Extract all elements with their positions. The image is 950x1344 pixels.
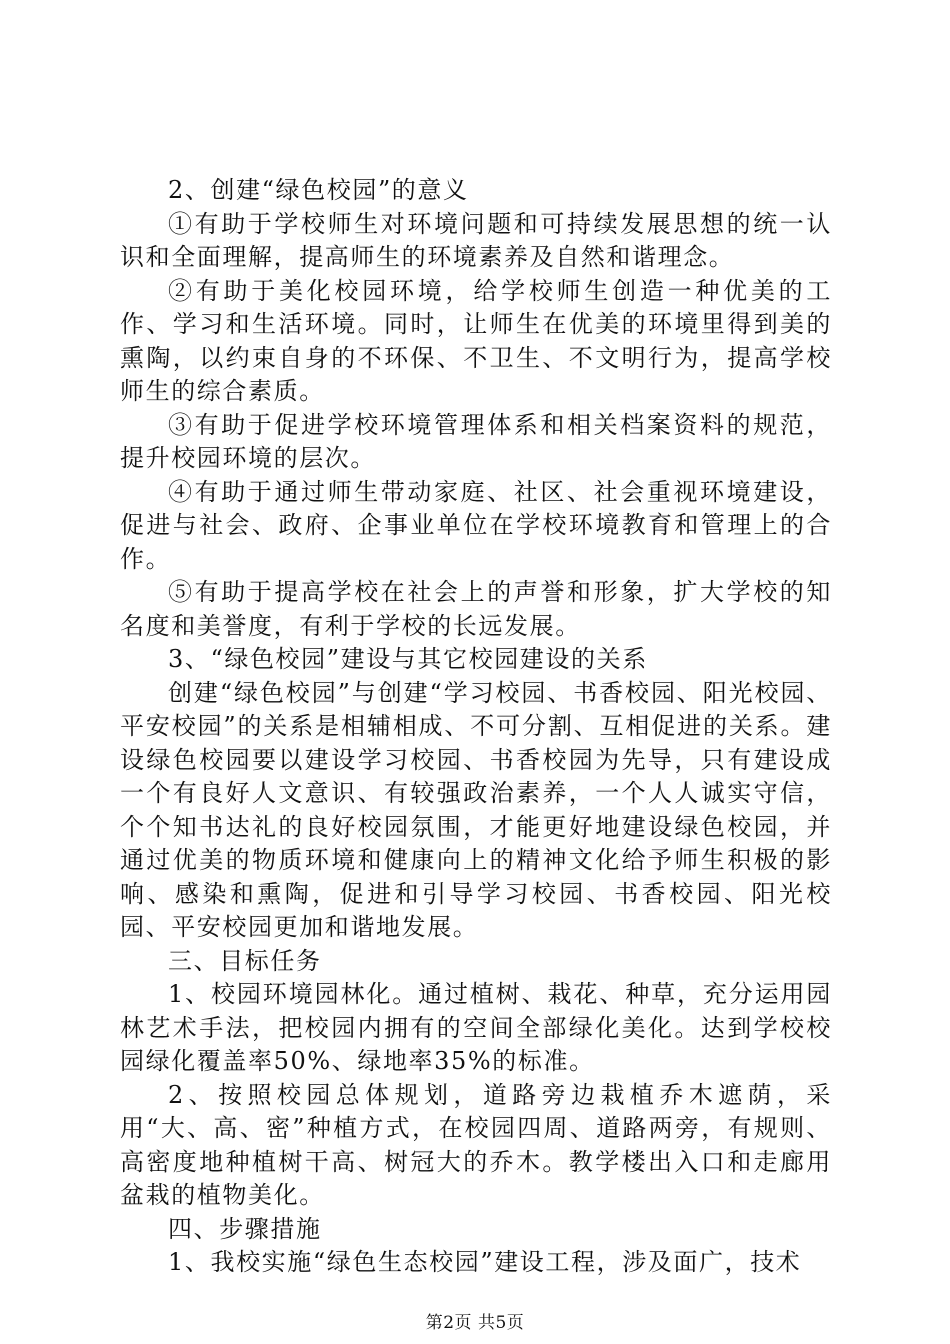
paragraph-goal-2: 2、按照校园总体规划，道路旁边栽植乔木遮荫，采用“大、高、密”种植方式，在校园四周、道路两旁，有规则、高密度地种植树干高、树冠大的乔木。教学楼出入口和走廊用盆栽的植物美化。 bbox=[120, 1080, 832, 1209]
page-footer: 第2页 共5页 bbox=[425, 1313, 525, 1333]
paragraph-point-3: ③有助于促进学校环境管理体系和相关档案资料的规范，提升校园环境的层次。 bbox=[120, 410, 832, 472]
section-heading-significance: 2、创建“绿色校园”的意义 bbox=[168, 176, 469, 204]
paragraph-point-1: ①有助于学校师生对环境问题和可持续发展思想的统一认识和全面理解，提高师生的环境素养及自然和谐理念。 bbox=[120, 209, 832, 271]
paragraph-goal-1: 1、校园环境园林化。通过植树、栽花、种草，充分运用园林艺术手法，把校园内拥有的空间全部绿化美化。达到学校校园绿化覆盖率50%、绿地率35%的标准。 bbox=[120, 980, 832, 1075]
paragraph-point-4: ④有助于通过师生带动家庭、社区、社会重视环境建设，促进与社会、政府、企事业单位在学校环境教育和管理上的合作。 bbox=[120, 477, 832, 573]
paragraph-relationship: 创建“绿色校园”与创建“学习校园、书香校园、阳光校园、平安校园”的关系是相辅相成、不可分割、互相促进的关系。建设绿色校园要以建设学习校园、书香校园为先导，只有建设成一个有良好人文意识、有较强政治素养，一个人人诚实守信，个个知书达礼的良好校园氛围，才能更好地建设绿色校园，并通过优美的物质环境和健康向上的精神文化给予师生积极的影响、感染和熏陶，促进和引导学习校园、书香校园、阳光校园、平安校园更加和谐地发展。 bbox=[120, 678, 832, 941]
section-heading-goals: 三、目标任务 bbox=[168, 946, 322, 975]
section-heading-steps: 四、步骤措施 bbox=[168, 1214, 322, 1243]
section-heading-relationship: 3、“绿色校园”建设与其它校园建设的关系 bbox=[168, 645, 648, 673]
paragraph-step-1: 1、我校实施“绿色生态校园”建设工程，涉及面广，技术 bbox=[168, 1248, 802, 1276]
paragraph-point-2: ②有助于美化校园环境，给学校师生创造一种优美的工作、学习和生活环境。同时，让师生在优美的环境里得到美的熏陶，以约束自身的不环保、不卫生、不文明行为，提高学校师生的综合素质。 bbox=[120, 276, 832, 405]
document-body bbox=[120, 174, 832, 1280]
paragraph-point-5: ⑤有助于提高学校在社会上的声誉和形象，扩大学校的知名度和美誉度，有利于学校的长远发展。 bbox=[120, 578, 832, 640]
